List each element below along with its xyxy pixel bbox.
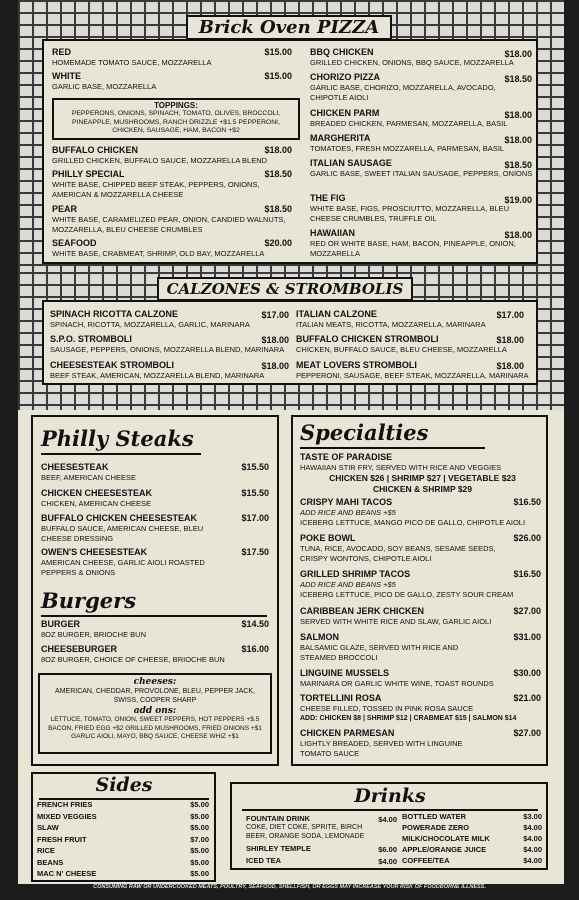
item-price: $4.00 xyxy=(378,815,397,824)
addons-title: add ons: xyxy=(133,706,177,716)
item-name: PEAR xyxy=(52,204,78,214)
item-name: CHORIZO PIZZA xyxy=(310,72,380,82)
list-item xyxy=(402,855,542,866)
item-price: $31.00 xyxy=(513,632,541,642)
item-price: $4.00 xyxy=(378,857,397,866)
item-price: $18.00 xyxy=(496,361,524,371)
list-item xyxy=(37,822,209,834)
item-name: SEAFOOD xyxy=(52,238,97,248)
item-name: MARGHERITA xyxy=(310,133,371,143)
item-price: $18.50 xyxy=(504,74,532,84)
item-name: PHILLY SPECIAL xyxy=(52,169,125,179)
item-desc: ITALIAN MEATS, RICOTTA, MOZZARELLA, MARINARA xyxy=(296,320,486,329)
item-note: ADD RICE AND BEANS +$5 xyxy=(300,508,396,517)
item-price: $30.00 xyxy=(513,668,541,678)
burgers-title: Burgers xyxy=(41,588,267,617)
item-desc: SAUSAGE, PEPPERS, ONIONS, MOZZARELLA BLEND, MARINARA xyxy=(50,345,285,354)
list-item xyxy=(37,799,209,811)
item-price: $27.00 xyxy=(513,728,541,738)
item-desc: GARLIC BASE, MOZZARELLA xyxy=(52,82,157,91)
item-price: $19.00 xyxy=(504,195,532,205)
item-price: $18.00 xyxy=(264,145,292,155)
item-name: HAWAIIAN xyxy=(310,228,355,238)
item-price: $14.50 xyxy=(241,619,269,629)
item-name: BURGER xyxy=(41,619,81,629)
item-price: $18.00 xyxy=(504,49,532,59)
item-name: OWEN'S CHEESESTEAK xyxy=(41,547,148,557)
item-name: BOTTLED WATER xyxy=(402,812,467,821)
item-price: $21.00 xyxy=(513,693,541,703)
list-item xyxy=(402,833,542,844)
list-item xyxy=(402,822,542,833)
drinks-title: Drinks xyxy=(242,785,538,811)
item-desc: CHICKEN, AMERICAN CHEESE xyxy=(41,499,152,508)
item-name: SALMON xyxy=(300,632,339,642)
item-desc: CHEESE FILLED, TOSSED IN PINK ROSA SAUCE xyxy=(300,704,474,713)
item-desc: HOMEMADE TOMATO SAUCE, MOZZARELLA xyxy=(52,58,212,67)
item-name: MIXED VEGGIES xyxy=(37,811,97,821)
item-name: CHICKEN PARM xyxy=(310,108,380,118)
item-name: CARIBBEAN JERK CHICKEN xyxy=(300,606,425,616)
calzones-title: CALZONES & STROMBOLIS xyxy=(157,277,413,301)
item-name: THE FIG xyxy=(310,193,346,203)
item-price: $18.00 xyxy=(504,230,532,240)
item-desc: WHITE BASE, CHIPPED BEEF STEAK, PEPPERS, ONIONS, AMERICAN & MOZZARELLA CHEESE xyxy=(52,180,260,199)
item-desc: GARLIC BASE, SWEET ITALIAN SAUSAGE, PEPPERS, ONIONS xyxy=(310,169,533,178)
cheeses-text: AMERICAN, CHEDDAR, PROVOLONE, BLEU, PEPPER JACK, SWISS, COOPER SHARP xyxy=(55,688,255,704)
menu-item xyxy=(41,547,231,577)
item-desc: TUNA, RICE, AVOCADO, SOY BEANS, SESAME SEEDS, CRISPY WONTONS, CHIPOTLE AIOLI xyxy=(300,544,496,563)
item-desc: ICEBERG LETTUCE, MANGO PICO DE GALLO, CHIPOTLE AIOLI xyxy=(300,517,526,527)
list-item xyxy=(402,811,542,822)
item-price: $16.50 xyxy=(513,497,541,507)
item-desc: WHITE BASE, CARAMELIZED PEAR, ONION, CANDIED WALNUTS, MOZZARELLA, BLEU CHEESE CRUMBLES xyxy=(52,215,286,234)
item-name: CHEESESTEAK STROMBOLI xyxy=(50,360,175,370)
item-desc: BREADED CHICKEN, PARMESAN, MOZZARELLA, BASIL xyxy=(310,119,508,128)
item-name: SLAW xyxy=(37,823,59,832)
item-name: POWERADE ZERO xyxy=(402,823,470,832)
item-name: APPLE/ORANGE JUICE xyxy=(402,845,487,854)
item-price: $15.50 xyxy=(241,488,269,498)
item-price: $4.00 xyxy=(523,845,542,854)
specialties-panel xyxy=(291,415,548,766)
philly-burgers-panel xyxy=(31,415,279,766)
footer-disclaimer: CONSUMING RAW OR UNDERCOOKED MEATS, POULTRY, SEAFOOD, SHELLFISH, OR EGGS MAY INCREASE YOUR RISK OF FOODBORNE ILLNESS. xyxy=(93,884,486,890)
item-desc: WHITE BASE, FIGS, PROSCIUTTO, MOZZARELLA, BLEU CHEESE CRUMBLES, TRUFFLE OIL xyxy=(310,204,510,223)
item-name: TASTE OF PARADISE xyxy=(300,452,393,462)
calzones-panel xyxy=(42,300,538,385)
item-price: $18.00 xyxy=(261,361,289,371)
item-price: $4.00 xyxy=(523,856,542,865)
item-price: $5.00 xyxy=(190,811,209,821)
drinks-panel xyxy=(230,782,548,870)
item-desc: BALSAMIC GLAZE, SERVED WITH RICE AND STEAMED BROCCOLI xyxy=(300,643,459,662)
item-name: ITALIAN SAUSAGE xyxy=(310,158,392,168)
item-name: CHICKEN PARMESAN xyxy=(300,728,395,738)
item-name: FRENCH FRIES xyxy=(37,800,93,809)
pizza-panel xyxy=(42,39,538,264)
item-name: ITALIAN CALZONE xyxy=(296,309,377,319)
menu-item xyxy=(246,814,376,841)
item-desc: PEPPERONI, SAUSAGE, BEEF STEAK, MOZZARELLA, MARINARA xyxy=(296,371,529,380)
item-price: $18.00 xyxy=(504,135,532,145)
item-desc: BEEF, AMERICAN CHEESE xyxy=(41,473,137,482)
item-price: $3.00 xyxy=(523,812,542,821)
item-name: S.P.O. STROMBOLI xyxy=(50,334,132,344)
item-name: CHEESESTEAK xyxy=(41,462,109,472)
item-price: $26.00 xyxy=(513,533,541,543)
item-desc: LIGHTLY BREADED, SERVED WITH LINGUINE TOMATO SAUCE xyxy=(300,739,463,758)
item-name: LINGUINE MUSSELS xyxy=(300,668,390,678)
item-desc: GRILLED CHICKEN, BUFFALO SAUCE, MOZZARELLA BLEND xyxy=(52,156,268,165)
item-price: $6.00 xyxy=(378,845,397,854)
toppings-text: PEPPERONS, ONIONS, SPINACH, TOMATO, OLIVES, BROCCOLI, PINEAPPLE, MUSHROOMS, RANCH DRIZZLE +$1.5 PEPPERONI, CHICKEN, SAUSAGE, HAM, BACON +$2 xyxy=(71,110,281,134)
paradise-prices: CHICKEN & SHRIMP $29 xyxy=(372,483,473,494)
toppings-title: TOPPINGS: xyxy=(154,101,198,110)
cheeses-title: cheeses: xyxy=(133,677,177,687)
item-desc: BUFFALO SAUCE, AMERICAN CHEESE, BLEU CHEESE DRESSING xyxy=(41,524,204,543)
item-desc: 8OZ BURGER, CHOICE OF CHEESE, BRIOCHE BUN xyxy=(41,655,225,664)
item-price: $18.50 xyxy=(264,204,292,214)
item-price: $15.00 xyxy=(264,71,292,81)
item-price: $17.50 xyxy=(241,547,269,557)
menu-item xyxy=(300,533,520,563)
sides-panel xyxy=(31,772,216,882)
item-name: COFFEE/TEA xyxy=(402,856,450,865)
list-item xyxy=(37,834,209,846)
tortellini-add: ADD: CHICKEN $8 | SHRIMP $12 | CRABMEAT $15 | SALMON $14 xyxy=(300,714,517,722)
item-name: CHEESEBURGER xyxy=(41,644,118,654)
item-price: $18.00 xyxy=(261,335,289,345)
item-name: MEAT LOVERS STROMBOLI xyxy=(296,360,417,370)
addons-text: LETTUCE, TOMATO, ONION, SWEET PEPPERS, HOT PEPPERS +$.5 BACON, FRIED EGG +$2 GRILLED MUSHROOMS, FRIED ONIONS +$1 GARLIC AIOLI, MAYO, BBQ SAUCE, CHEESE WHIZ +$1 xyxy=(48,716,262,740)
item-price: $16.50 xyxy=(513,569,541,579)
item-price: $17.00 xyxy=(241,513,269,523)
list-item xyxy=(37,845,209,857)
item-name: BUFFALO CHICKEN STROMBOLI xyxy=(296,334,439,344)
item-name: POKE BOWL xyxy=(300,533,356,543)
item-desc: RED OR WHITE BASE, HAM, BACON, PINEAPPLE, ONION, MOZZARELLA xyxy=(310,239,516,258)
item-name: BUFFALO CHICKEN xyxy=(52,145,138,155)
item-desc: WHITE BASE, CRABMEAT, SHRIMP, OLD BAY, MOZZARELLA xyxy=(52,249,265,258)
sides-list xyxy=(37,799,209,880)
item-name: SHIRLEY TEMPLE xyxy=(246,844,311,853)
item-price: $17.00 xyxy=(261,310,289,320)
item-desc: SPINACH, RICOTTA, MOZZARELLA, GARLIC, MARINARA xyxy=(50,320,250,329)
item-name: CHICKEN CHEESESTEAK xyxy=(41,488,153,498)
item-name: ICED TEA xyxy=(246,856,282,865)
item-name: MILK/CHOCOLATE MILK xyxy=(402,834,490,843)
item-price: $20.00 xyxy=(264,238,292,248)
specialties-title: Specialties xyxy=(300,420,485,449)
burger-options-box xyxy=(38,673,272,754)
item-price: $18.50 xyxy=(264,169,292,179)
sides-title: Sides xyxy=(39,774,209,800)
item-price: $4.00 xyxy=(523,823,542,832)
list-item xyxy=(402,844,542,855)
menu-item xyxy=(300,452,545,495)
item-desc: CHICKEN, BUFFALO SAUCE, BLEU CHEESE, MOZZARELLA xyxy=(296,345,507,354)
item-name: TORTELLINI ROSA xyxy=(300,693,382,703)
item-price: $16.00 xyxy=(241,644,269,654)
philly-title: Philly Steaks xyxy=(41,426,201,455)
item-name: SPINACH RICOTTA CALZONE xyxy=(50,309,178,319)
item-price: $5.00 xyxy=(190,869,209,878)
item-price: $15.00 xyxy=(264,47,292,57)
item-name: WHITE xyxy=(52,71,81,81)
item-name: BBQ CHICKEN xyxy=(310,47,374,57)
drinks-right-list xyxy=(402,811,542,866)
item-note: ADD RICE AND BEANS +$5 xyxy=(300,580,396,589)
list-item xyxy=(37,811,209,823)
item-name: BUFFALO CHICKEN CHEESESTEAK xyxy=(41,513,198,523)
item-desc: GARLIC BASE, CHORIZO, MOZZARELLA, AVOCADO, CHIPOTLE AIOLI xyxy=(310,83,496,102)
list-item xyxy=(37,868,209,880)
menu-item xyxy=(41,513,226,543)
item-price: $4.00 xyxy=(523,834,542,843)
item-price: $5.00 xyxy=(190,800,209,809)
item-desc: ICEBERG LETTUCE, PICO DE GALLO, ZESTY SOUR CREAM xyxy=(300,589,514,599)
item-desc: COKE, DIET COKE, SPRITE, BIRCH BEER, ORANGE SODA, LEMONADE xyxy=(246,824,365,840)
item-price: $5.00 xyxy=(190,823,209,832)
item-price: $15.50 xyxy=(241,462,269,472)
list-item xyxy=(37,857,209,869)
item-desc: SERVED WITH WHITE RICE AND SLAW, GARLIC AIOLI xyxy=(300,617,492,626)
menu-item xyxy=(300,632,490,662)
item-desc: BEEF STEAK, AMERICAN, MOZZARELLA BLEND, MARINARA xyxy=(50,371,265,380)
item-desc: GRILLED CHICKEN, ONIONS, BBQ SAUCE, MOZZARELLA xyxy=(310,58,514,67)
menu-item xyxy=(300,728,495,758)
item-name: GRILLED SHRIMP TACOS xyxy=(300,569,411,579)
item-price: $5.00 xyxy=(190,846,209,855)
item-name: CRISPY MAHI TACOS xyxy=(300,497,393,507)
item-name: FOUNTAIN DRINK xyxy=(246,814,311,823)
item-desc: MARINARA OR GARLIC WHITE WINE, TOAST ROUNDS xyxy=(300,679,494,688)
paradise-prices: CHICKEN $26 | SHRIMP $27 | VEGETABLE $23 xyxy=(329,472,516,483)
item-desc: 8OZ BURGER, BRIOCHE BUN xyxy=(41,630,147,639)
toppings-box xyxy=(52,98,300,140)
item-price: $18.00 xyxy=(496,335,524,345)
item-desc: AMERICAN CHEESE, GARLIC AIOLI ROASTED PEPPERS & ONIONS xyxy=(41,558,205,577)
item-price: $5.00 xyxy=(190,857,209,867)
item-price: $18.00 xyxy=(504,110,532,120)
item-desc: HAWAIIAN STIR FRY, SERVED WITH RICE AND VEGGIES xyxy=(300,463,502,472)
item-name: RED xyxy=(52,47,72,57)
item-name: MAC N' CHEESE xyxy=(37,869,97,878)
item-desc: TOMATOES, FRESH MOZZARELLA, PARMESAN, BASIL xyxy=(310,144,505,153)
item-name: RICE xyxy=(37,846,55,855)
item-price: $18.50 xyxy=(504,160,532,170)
item-price: $7.00 xyxy=(190,834,209,844)
item-price: $17.00 xyxy=(496,310,524,320)
item-price: $27.00 xyxy=(513,606,541,616)
item-name: FRESH FRUIT xyxy=(37,834,87,844)
item-name: BEANS xyxy=(37,857,64,867)
pizza-title: Brick Oven PIZZA xyxy=(186,15,392,40)
